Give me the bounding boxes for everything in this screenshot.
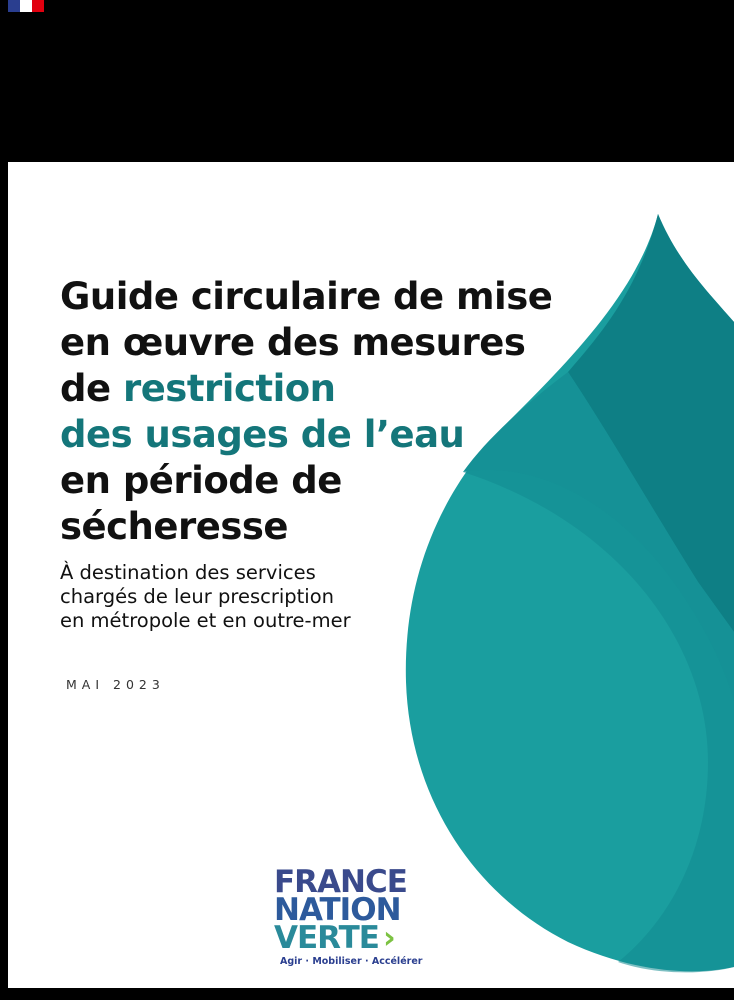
title-line-2: en œuvre des mesures [60,321,526,364]
title-line-6: sécheresse [60,505,288,548]
chevron-right-icon: › [382,920,395,956]
title-highlight-usages: des usages de l’eau [60,413,465,456]
brand-line-2: NATION [274,892,401,928]
title-prefix: de [60,367,123,410]
cover-page [8,162,734,988]
title-highlight-restriction: restriction [122,367,336,410]
brand-line-3 [274,920,420,956]
french-republic-flag-logo [8,0,44,12]
title-line-1: Guide circulaire de mise [60,275,553,318]
subtitle-line-3: en métropole et en outre-mer [60,609,351,632]
publication-date: MAI 2023 [66,677,165,692]
brand-line-3-text: VERTE [274,920,379,956]
header-band [0,0,734,160]
subtitle-line-1: À destination des services [60,561,316,584]
title-line-5: en période de [60,459,342,502]
brand-line-1: FRANCE [274,864,407,900]
document-title [60,274,580,550]
title-line-3 [60,366,580,412]
brand-tagline: Agir · Mobiliser · Accélérer [280,956,423,967]
bottom-band [0,988,734,1000]
france-nation-verte-logo [274,864,423,967]
document-subtitle [60,561,420,633]
subtitle-line-2: chargés de leur prescription [60,585,335,608]
